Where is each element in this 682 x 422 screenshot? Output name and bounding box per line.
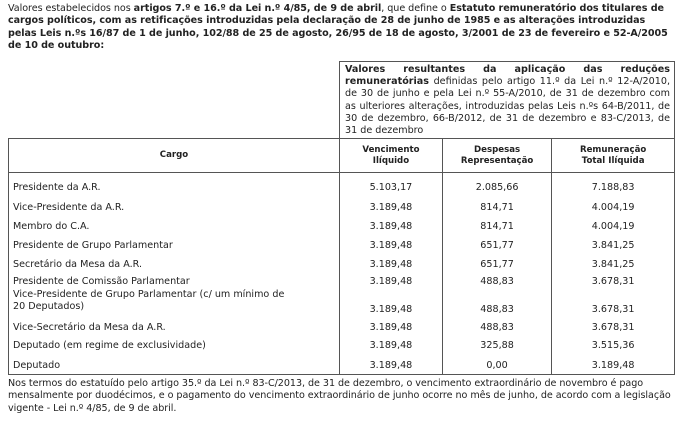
intro-text-1: Valores estabelecidos nos [8,3,134,14]
cell-total: 3.841,25 [552,259,675,276]
table-body [9,173,675,375]
cell-total: 4.004,19 [552,221,675,240]
cell-vencimento: 3.189,48 [340,276,443,289]
cell-despesas: 814,71 [442,202,551,221]
cell-cargo: Secretário da Mesa da A.R. [9,259,340,276]
header-vencimento: Vencimento Ilíquido [340,139,443,173]
cell-cargo: Vice-Presidente da A.R. [9,202,340,221]
table-row [9,259,675,276]
cell-vencimento: 3.189,48 [340,315,443,334]
cell-despesas: 325,88 [442,334,551,355]
cell-total: 3.678,31 [552,315,675,334]
intro-paragraph [8,3,674,53]
header-remuneracao: Remuneração Total Ilíquida [552,139,675,173]
cell-cargo: Presidente de Comissão Parlamentar [9,276,340,289]
cell-despesas: 651,77 [442,240,551,259]
table-row [9,173,675,203]
cell-cargo: Deputado (em regime de exclusividade) [9,334,340,355]
table-row [9,240,675,259]
info-note-text: definidas pelo artigo 11.º da Lei n.º 12-A/2010, de 30 de junho e pela Lei n.º 55-A/2010, de 31 de dezembro com as ulteriores alterações, introduzidas pelas Leis n.ºs 64-B/2011, de 30 de dezembro, 66-B/2012, de 31 de dezembro e 83-C/2013, de 31 de dezembro [345,76,670,137]
cell-vencimento: 3.189,48 [340,221,443,240]
cell-cargo: Membro do C.A. [9,221,340,240]
cell-total: 3.841,25 [552,240,675,259]
table-row [9,202,675,221]
cell-vencimento: 3.189,48 [340,202,443,221]
intro-text-2: , que define o [381,3,450,14]
cell-total: 7.188,83 [552,173,675,203]
cell-despesas: 488,83 [442,315,551,334]
cell-cargo: Deputado [9,355,340,375]
table-row [9,334,675,355]
table-row [9,221,675,240]
remuneration-table [8,61,675,375]
cell-despesas: 488,83 [442,276,551,289]
intro-statute-title: Estatuto remuneratório dos titulares de cargos políticos, com as retificações introduzidas pela declaração de 28 de junho de 1985 e as alterações introduzidas pelas Leis n.ºs 16/87 de 1 de junho, 102/88 de 25 de agosto, 26/95 de 18 de agosto, 3/2001 de 23 de fevereiro e 52-A/2005 de 10 de outubro: [8,3,668,52]
table-row [9,276,675,289]
cell-total: 3.678,31 [552,276,675,289]
cell-total: 3.189,48 [552,355,675,375]
header-cargo: Cargo [9,139,340,173]
table-row [9,315,675,334]
cell-cargo: Presidente de Grupo Parlamentar [9,240,340,259]
cell-vencimento: 3.189,48 [340,240,443,259]
cell-despesas: 488,83 [442,289,551,315]
cell-despesas: 2.085,66 [442,173,551,203]
cell-total: 4.004,19 [552,202,675,221]
header-despesas: Despesas Representação [442,139,551,173]
info-row [9,62,675,139]
info-note [340,62,675,139]
info-blank-cell [9,62,340,139]
cell-total: 3.515,36 [552,334,675,355]
cell-despesas: 814,71 [442,221,551,240]
cell-cargo: Vice-Presidente de Grupo Parlamentar (c/ um mínimo de 20 Deputados) [9,289,340,315]
table-row [9,355,675,375]
cell-vencimento: 3.189,48 [340,355,443,375]
cell-despesas: 0,00 [442,355,551,375]
cell-cargo: Presidente da A.R. [9,173,340,203]
intro-law-reference: artigos 7.º e 16.º da Lei n.º 4/85, de 9 de abril [133,3,382,14]
cell-vencimento: 3.189,48 [340,334,443,355]
cell-total: 3.678,31 [552,289,675,315]
cell-vencimento: 5.103,17 [340,173,443,203]
header-row [9,139,675,173]
table-row [9,289,675,315]
cell-despesas: 651,77 [442,259,551,276]
info-note-bold: Valores resultantes da aplicação das reduções remuneratórias [345,64,670,88]
footer-note: Nos termos do estatuído pelo artigo 35.º da Lei n.º 83-C/2013, de 31 de dezembro, o vencimento extraordinário de novembro é pago mensalmente por duodécimos, e o pagamento do vencimento extraordinário de junho ocorre no mês de junho, de acordo com a legislação vigente - Lei n.º 4/85, de 9 de abril. [8,378,671,414]
cell-vencimento: 3.189,48 [340,289,443,315]
cell-vencimento: 3.189,48 [340,259,443,276]
cell-cargo: Vice-Secretário da Mesa da A.R. [9,315,340,334]
